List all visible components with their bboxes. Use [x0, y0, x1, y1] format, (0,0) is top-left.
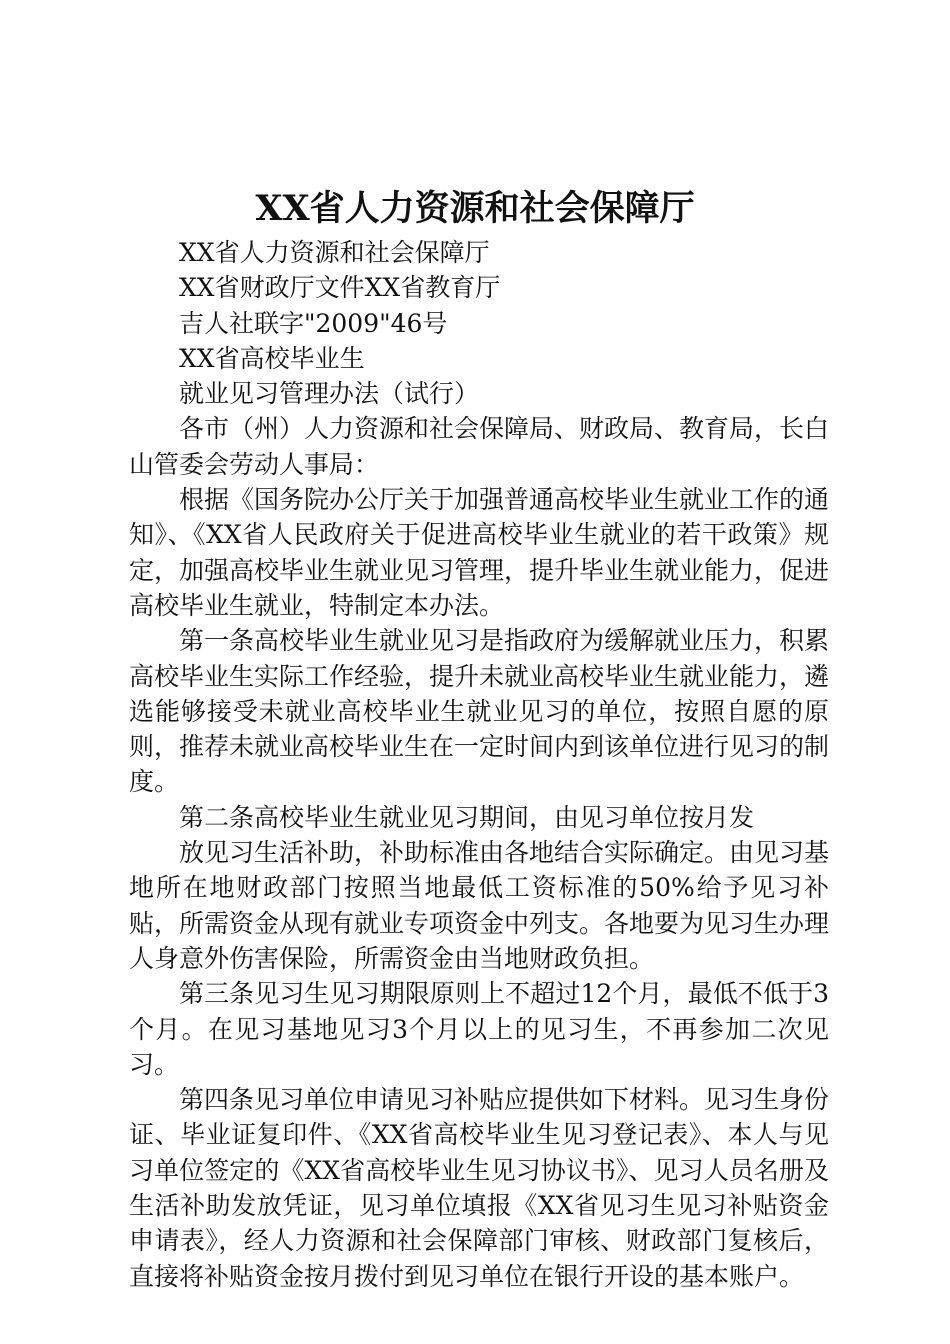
paragraph-addressees: 各市（州）人力资源和社会保障局、财政局、教育局，长白山管委会劳动人事局： [129, 414, 830, 479]
document-title: XX省人力资源和社会保障厅 [255, 188, 695, 229]
paragraph-article-4: 第四条见习单位申请见习补贴应提供如下材料。见习生身份证、毕业证复印件、《XX省高校毕业生见习登记表》、本人与见习单位签定的《XX省高校毕业生见习协议书》、见习人员名册及生活补助发放凭证，见习单位填报《XX省见习生见习补贴资金申请表》，经人力资源和社会保障部门审核、财政部门复核后，直接将补贴资金按月拨付到见习单位在银行开设的基本账户。 [129, 1085, 830, 1291]
header-line-measures-title: 就业见习管理办法（试行） [179, 379, 480, 409]
paragraph-article-3: 第三条见习生见习期限原则上不超过12个月，最低不低于3个月。在见习基地见习3个月以上的见习生，不再参加二次见习。 [129, 979, 829, 1079]
header-line-graduates: XX省高校毕业生 [179, 343, 365, 373]
paragraph-article-2-continued: 放见习生活补助，补助标准由各地结合实际确定。由见习基地所在地财政部门按照当地最低工资标准的50%给予见习补贴，所需资金从现有就业专项资金中列支。各地要为见习生办理人身意外伤害保险，所需资金由当地财政负担。 [129, 838, 830, 973]
header-line-finance-education: XX省财政厅文件XX省教育厅 [179, 273, 501, 303]
paragraph-article-1: 第一条高校毕业生就业见习是指政府为缓解就业压力，积累高校毕业生实际工作经验，提升未就业高校毕业生就业能力，遴选能够接受未就业高校毕业生就业见习的单位，按照自愿的原则，推荐未就业高校毕业生在一定时间内到该单位进行见习的制度。 [129, 626, 830, 797]
header-line-department: XX省人力资源和社会保障厅 [179, 238, 490, 267]
header-line-document-number: 吉人社联字"2009"46号 [179, 308, 448, 338]
paragraph-basis: 根据《国务院办公厅关于加强普通高校毕业生就业工作的通知》、《XX省人民政府关于促进高校毕业生就业的若干政策》规定，加强高校毕业生就业见习管理，提升毕业生就业能力，促进高校毕业生就业，特制定本办法。 [129, 485, 830, 620]
document-body [129, 235, 829, 1294]
paragraph-article-2-start: 第二条高校毕业生就业见习期间，由见习单位按月发 [179, 802, 755, 832]
